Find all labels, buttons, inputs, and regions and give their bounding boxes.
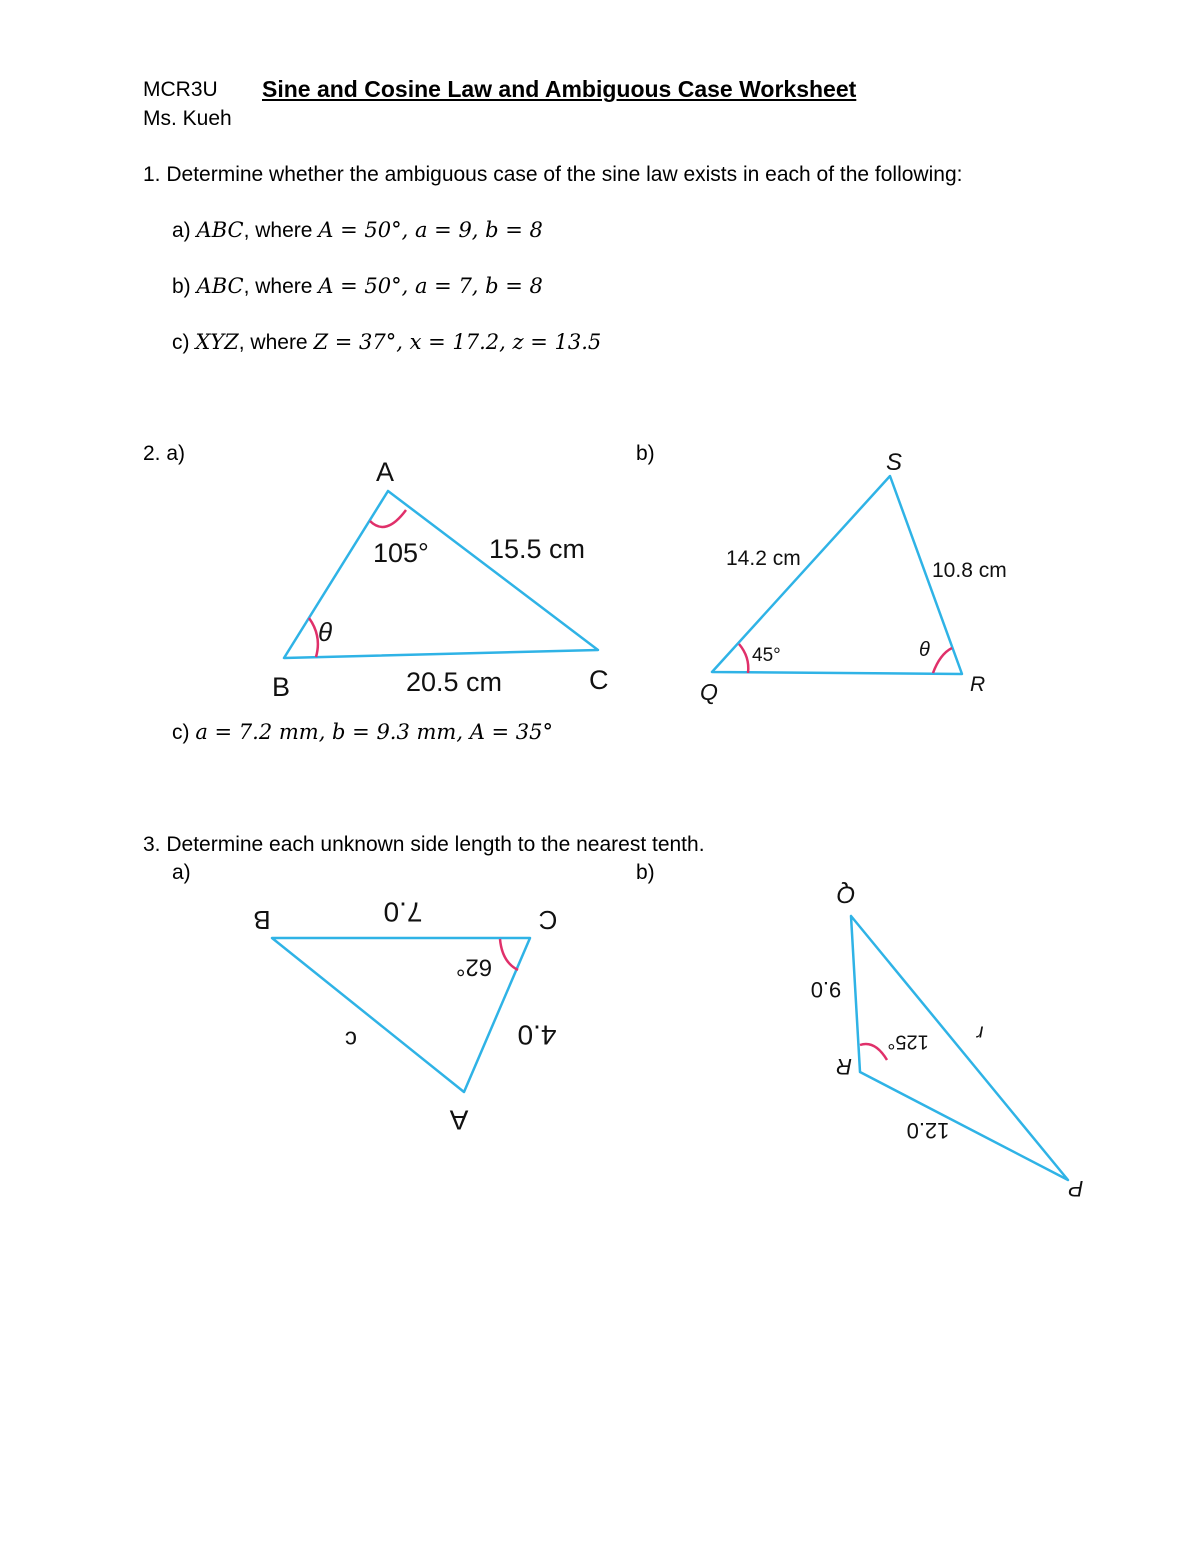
figure-3b-triangle-qrp (811, 881, 1084, 1202)
vertex-a-label-3a: A (449, 1104, 469, 1136)
course-code: MCR3U (143, 78, 218, 101)
side-rp-label-3b: 12.0 (906, 1118, 950, 1144)
vertex-r-label-3b: R (836, 1054, 852, 1080)
vertex-b-label-3a: B (253, 905, 271, 936)
vertex-p-label-3b: P (1068, 1176, 1084, 1202)
side-sr-label: 10.8 cm (932, 559, 1007, 582)
angle-r-arc-3b (860, 1044, 887, 1060)
question-2a-label: 2. a) (143, 442, 186, 465)
q1c-expression: Z = 37°, x = 17.2, z = 13.5 (313, 330, 602, 354)
q1c-triangle: XYZ (195, 330, 239, 354)
q1b-where: , where (243, 275, 319, 298)
theta-r-label: θ (919, 639, 930, 661)
figure-2a-triangle-abc (272, 457, 609, 702)
vertex-s-label: S (886, 449, 903, 476)
figure-2b-triangle-qsr (700, 449, 1007, 705)
side-qr-label-3b: 9.0 (810, 977, 842, 1003)
vertex-a-label: A (376, 457, 395, 487)
side-r-label-3b: r (976, 1021, 984, 1044)
side-bc-label-3a: 7.0 (383, 896, 423, 928)
figure-3a-triangle-abc (253, 897, 557, 1136)
question-3-prompt: 3. Determine each unknown side length to the nearest tenth. (143, 833, 705, 856)
angle-c-arc (500, 939, 518, 970)
question-1-prompt: 1. Determine whether the ambiguous case of the sine law exists in each of the following: (143, 163, 963, 186)
vertex-q-label-3b: Q (836, 880, 856, 908)
q1c-label: c) (172, 331, 190, 354)
question-3b-label: b) (636, 861, 655, 884)
q1c-where: , where (238, 331, 314, 354)
q1a-triangle: ABC (196, 218, 244, 242)
q1b-expression: A = 50°, a = 7, b = 8 (318, 274, 543, 298)
side-c-label-3a: c (345, 1025, 357, 1053)
q1b-triangle: ABC (196, 274, 244, 298)
question-3a-label: a) (172, 861, 191, 884)
worksheet-title: Sine and Cosine Law and Ambiguous Case Worksheet (262, 76, 857, 102)
vertex-c-label: C (589, 665, 609, 695)
side-ac-label: 15.5 cm (489, 534, 586, 564)
q2c-expression: a = 7.2 mm, b = 9.3 mm, A = 35° (195, 720, 554, 744)
vertex-r-label: R (970, 673, 986, 696)
side-bc-label: 20.5 cm (406, 667, 503, 697)
side-ca-label-3a: 4.0 (517, 1019, 557, 1051)
q1b-label: b) (172, 275, 191, 298)
q1a-label: a) (172, 219, 191, 242)
vertex-q-label: Q (700, 679, 718, 705)
vertex-c-label-3a: C (538, 905, 558, 936)
angle-r-arc (933, 648, 952, 673)
question-2b-label: b) (636, 442, 655, 465)
triangle-3b (851, 916, 1068, 1180)
angle-b-arc (309, 618, 318, 657)
angle-a-measure: 105° (373, 538, 429, 568)
q1a-expression: A = 50°, a = 9, b = 8 (318, 218, 543, 242)
vertex-b-label: B (272, 672, 291, 702)
q2c-label: c) (172, 721, 190, 744)
theta-label: θ (318, 617, 333, 647)
angle-q-arc (739, 644, 748, 673)
side-qs-label: 14.2 cm (726, 547, 801, 570)
angle-q-measure: 45° (752, 645, 781, 666)
angle-r-measure-3b: 125° (887, 1030, 929, 1053)
angle-c-measure-3a: 62° (455, 953, 493, 981)
teacher-name: Ms. Kueh (143, 107, 232, 130)
q1a-where: , where (243, 219, 319, 242)
